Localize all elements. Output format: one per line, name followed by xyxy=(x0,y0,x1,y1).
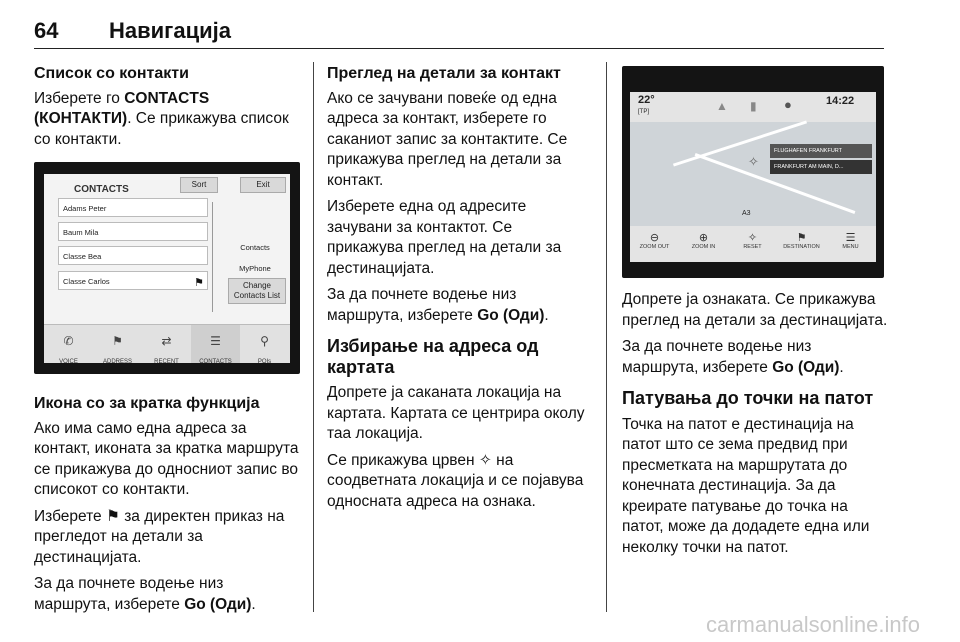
tab-destination: ⚑ DESTINATION xyxy=(777,226,826,262)
column-2 xyxy=(327,64,589,518)
flag-icon: ⚑ xyxy=(105,507,120,525)
header-rule xyxy=(34,48,884,49)
column-divider xyxy=(606,62,607,612)
tab-zoom-out: ⊖ ZOOM OUT xyxy=(630,226,679,262)
zoom-out-icon: ⊖ xyxy=(649,232,660,244)
address-label: FRANKFURT AM MAIN, D... xyxy=(770,160,872,174)
contacts-tab-bar xyxy=(44,324,290,363)
column-3 xyxy=(622,290,892,564)
flag-icon: ⚑ xyxy=(112,334,123,348)
source-icon: ● xyxy=(784,97,792,112)
paragraph: За да почнете водење низ маршрута, изберете Go (Оди). xyxy=(34,575,256,613)
paragraph: Точка на патот е дестинација на патот што се зема предвид при пресметката на маршрутата до конечната дестинација. За да креирате патување до точка на патот, може да додадете една или неколку точки на патот. xyxy=(622,415,870,556)
paragraph: Допрете ја саканата локација на картата. Картата се центрира околу таа локација. xyxy=(327,384,585,442)
tab-recent: ⇄ RECENT xyxy=(142,325,191,363)
zoom-in-icon: ⊕ xyxy=(698,232,709,244)
road-label: A3 xyxy=(742,210,751,217)
exit-button: Exit xyxy=(240,177,286,193)
map-screenshot xyxy=(622,66,884,278)
page-title: Навигација xyxy=(109,18,231,43)
scrollbar xyxy=(212,202,221,312)
contacts-title: CONTACTS xyxy=(74,184,129,195)
flag-icon: ⚑ xyxy=(194,277,204,289)
contacts-myphone-label: Contacts MyPhone xyxy=(239,243,271,273)
paragraph: Се прикажува црвен ✧ на соодветната локација и се појавува односната адреса на ознака. xyxy=(327,451,584,510)
map-tab-bar xyxy=(630,226,876,262)
paragraph: Изберете ⚑ за директен приказ на прегледот на детали за дестинацијата. xyxy=(34,507,285,566)
paragraph: Изберете го CONTACTS (КОНТАКТИ). Се прикажува список со контакти. xyxy=(34,89,289,148)
voice-icon: ✆ xyxy=(63,334,74,348)
sort-button: Sort xyxy=(180,177,218,193)
tab-reset: ✧ RESET xyxy=(728,226,777,262)
tab-voice: ✆ VOICE xyxy=(44,325,93,363)
clock: 14:22 xyxy=(826,95,855,107)
column-divider xyxy=(313,62,314,612)
section-heading-shortcut-icon: Икона со за кратка функција xyxy=(34,395,260,412)
paragraph: Допрете ја ознаката. Се прикажува преглед на детали за дестинацијата. xyxy=(622,291,888,329)
map-area xyxy=(630,122,876,226)
contacts-icon: ☰ xyxy=(210,334,221,348)
contact-row: Classe Bea xyxy=(58,246,208,265)
contact-row: Adams Peter xyxy=(58,198,208,217)
poi-icon: ⚲ xyxy=(260,334,269,348)
contacts-screenshot xyxy=(34,162,300,374)
paragraph: Ако се зачувани повеќе од една адреса за контакт, изберете го саканиот запис за контактите. Се прикажува преглед на детали за контакт. xyxy=(327,89,568,189)
tab-contacts: ☰ CONTACTS xyxy=(191,325,240,363)
section-heading-contact-details: Преглед на детали за контакт xyxy=(327,65,561,82)
phone-icon: ▮ xyxy=(750,99,757,113)
marker-icon: ✧ xyxy=(748,154,759,169)
section-heading-waypoints: Патувања до точки на патот xyxy=(622,388,874,408)
page-header xyxy=(34,18,231,44)
menu-icon: ☰ xyxy=(845,232,856,244)
column-1 xyxy=(34,64,300,621)
tp-indicator: [TP] xyxy=(638,109,650,115)
poi-label: FLUGHAFEN FRANKFURT xyxy=(770,144,872,158)
paragraph: Изберете една од адресите зачувани за контактот. Се прикажува преглед на детали за дестинацијата. xyxy=(327,198,562,277)
tab-pois: ⚲ POIs xyxy=(240,325,289,363)
temperature: 22° xyxy=(638,94,655,106)
contact-row: Classe Carlos xyxy=(58,271,208,290)
change-contacts-button: Change Contacts List xyxy=(228,278,286,304)
destination-icon: ⚑ xyxy=(796,232,807,244)
paragraph: За да почнете водење низ маршрута, изберете Go (Оди). xyxy=(327,286,549,324)
paragraph: За да почнете водење низ маршрута, изберете Go (Оди). xyxy=(622,338,844,376)
section-heading-contacts-list: Список со контакти xyxy=(34,65,189,82)
tab-menu: ☰ MENU xyxy=(826,226,875,262)
tab-zoom-in: ⊕ ZOOM IN xyxy=(679,226,728,262)
page-number: 64 xyxy=(34,18,59,43)
contact-row: Baum Mila xyxy=(58,222,208,241)
reset-icon: ✧ xyxy=(747,232,758,244)
map-status-bar xyxy=(630,92,876,122)
recent-icon: ⇄ xyxy=(161,334,172,348)
paragraph: Ако има само една адреса за контакт, иконата за кратка маршрута се прикажува до односниот запис во списокот со контакти. xyxy=(34,419,299,498)
watermark: carmanualsonline.info xyxy=(705,612,920,637)
tab-address: ⚑ ADDRESS xyxy=(93,325,142,363)
marker-icon: ✧ xyxy=(478,451,492,469)
nav-icon: ▲ xyxy=(716,99,728,113)
section-heading-select-from-map: Избирање на адреса од картата xyxy=(327,336,539,377)
